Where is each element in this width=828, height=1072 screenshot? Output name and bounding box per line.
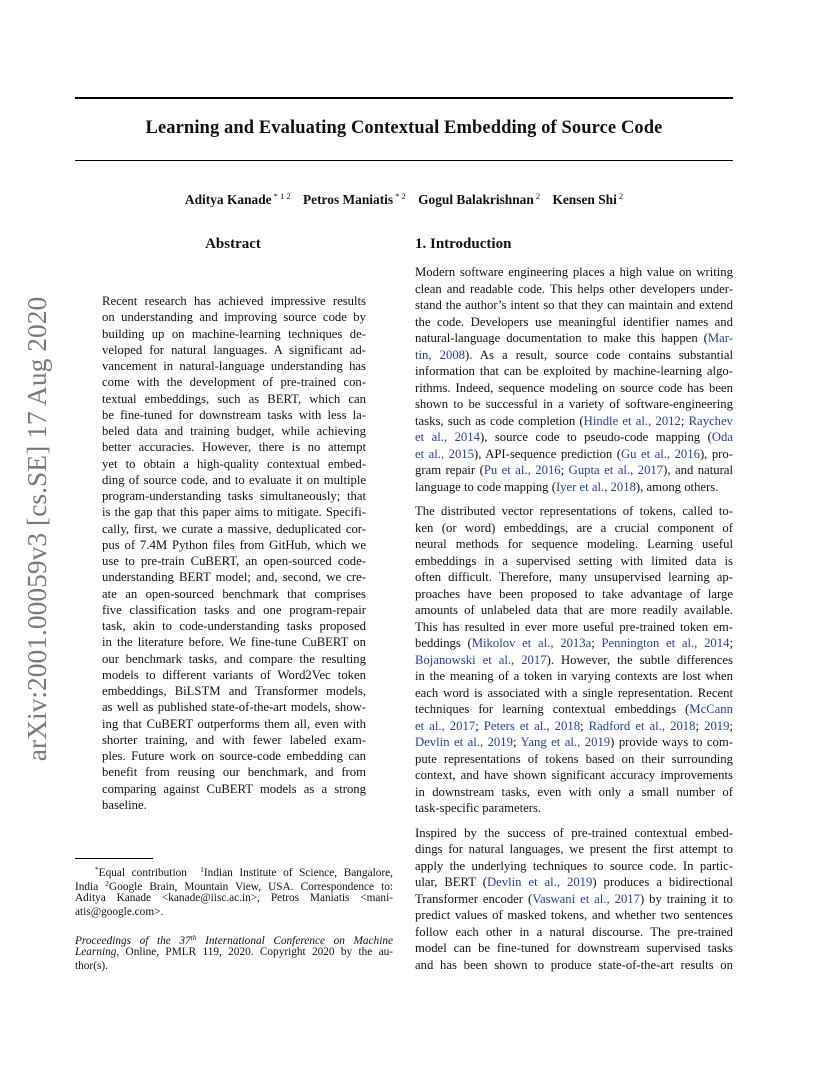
abstract-line: ding of source code, and to evaluate it on multiple bbox=[102, 472, 366, 487]
text-line: This has resulted in ever more useful pre-trained token em- bbox=[415, 619, 733, 634]
text-line: et al., 2015), API-sequence prediction (Gu et al., 2016), pro- bbox=[415, 446, 733, 461]
text-line: amounts of unlabeled data that are more readily available. bbox=[415, 603, 733, 617]
abstract-line: vancement in natural-language understanding has bbox=[102, 359, 366, 373]
citation-link[interactable]: Gu et al., 2016 bbox=[620, 446, 700, 461]
proceedings-line: Learning, Online, PMLR 119, 2020. Copyright 2020 by the au- bbox=[75, 946, 393, 958]
text-line: tasks, such as code completion (Hindle et al., 2012; Raychev bbox=[415, 413, 733, 428]
introduction-body bbox=[415, 264, 733, 973]
text-line: model can be fine-tuned for downstream supervised tasks bbox=[415, 941, 733, 955]
text-line: ken (or word) embeddings, are a crucial component of bbox=[415, 520, 733, 535]
citation-link[interactable]: et al., 2015 bbox=[415, 446, 474, 461]
title-top-rule bbox=[75, 97, 733, 99]
proceedings-line: Proceedings of the 37th International Conference on Machine bbox=[75, 933, 393, 947]
author-affiliation: * 2 bbox=[395, 191, 406, 201]
abstract-line: in the literature before. We fine-tune CuBERT on bbox=[102, 635, 366, 650]
text-line: information that can be exploited by machine-learning algo- bbox=[415, 364, 733, 378]
citation-link[interactable]: Hindle et al., 2012 bbox=[583, 413, 681, 428]
abstract-line: better accuracies. However, there is no attempt bbox=[102, 440, 366, 455]
citation-link[interactable]: Oda bbox=[711, 430, 733, 444]
text-line: shown to be successful in a variety of software-engineering bbox=[415, 397, 733, 411]
author-affiliation: 2 bbox=[535, 191, 541, 201]
author-affiliation: * 1 2 bbox=[273, 191, 291, 201]
text-line: Devlin et al., 2019; Yang et al., 2019) provide ways to com- bbox=[415, 735, 733, 749]
text-line: stand the author’s intent so that they can maintain and extend bbox=[415, 298, 733, 312]
citation-link[interactable]: Pu et al., 2016 bbox=[483, 463, 561, 477]
text-line: techniques for learning contextual embeddings (McCann bbox=[415, 702, 733, 716]
citation-link[interactable]: Devlin et al., 2019 bbox=[415, 735, 513, 749]
text-line: predict values of masked tokens, and whether two sentences bbox=[415, 908, 733, 922]
text-line: apply the underlying techniques to source code. In partic- bbox=[415, 858, 733, 873]
citation-link[interactable]: Devlin et al., 2019 bbox=[486, 875, 593, 889]
author-affiliation: 2 bbox=[618, 191, 624, 201]
abstract-line: on understanding and improving source code by bbox=[102, 310, 366, 325]
abstract-line: five classification tasks and one program-repair bbox=[102, 602, 366, 617]
text-line: ular, BERT (Devlin et al., 2019) produces a bidirectional bbox=[415, 875, 733, 889]
text-line: proaches have been proposed to take advantage of large bbox=[415, 586, 733, 601]
text-line: et al., 2017; Peters et al., 2018; Radford et al., 2018; 2019; bbox=[415, 718, 734, 733]
author-name: Aditya Kanade bbox=[184, 192, 272, 207]
abstract-line: Recent research has achieved impressive results bbox=[102, 294, 366, 308]
arxiv-identifier: arXiv:2001.00059v3 [cs.SE] 17 Aug 2020 bbox=[21, 296, 52, 762]
footnotes bbox=[75, 863, 393, 973]
text-line: The distributed vector representations of tokens, called to- bbox=[415, 504, 733, 518]
abstract-line: baseline. bbox=[102, 797, 147, 812]
citation-link[interactable]: Mar- bbox=[707, 331, 733, 345]
abstract-heading: Abstract bbox=[205, 236, 261, 252]
abstract-line: models to different variants of Word2Vec token bbox=[102, 667, 366, 682]
text-line: language to code mapping (Iyer et al., 2018), among others. bbox=[415, 479, 719, 494]
abstract-line: as well as published state-of-the-art models, show- bbox=[102, 700, 366, 715]
abstract-line: veloped for natural languages. A significant ad- bbox=[102, 342, 366, 357]
abstract-line: beled data and training budget, while achieving bbox=[102, 424, 366, 438]
citation-link[interactable]: Radford et al., 2018 bbox=[588, 718, 696, 733]
title-bottom-rule bbox=[75, 160, 733, 161]
citation-link[interactable]: Mikolov et al., 2013a bbox=[471, 636, 592, 650]
citation-link[interactable]: Yang et al., 2019 bbox=[520, 735, 611, 749]
text-line: Bojanowski et al., 2017). However, the subtle differences bbox=[415, 652, 733, 667]
abstract-line: embeddings, BiLSTM and Transformer models, bbox=[102, 684, 366, 698]
footnote-line: *Equal contribution $^1$Indian Institute of Science, Bangalore, bbox=[94, 865, 393, 879]
citation-link[interactable]: et al., 2014 bbox=[415, 430, 480, 444]
author-name: Kensen Shi bbox=[552, 192, 617, 207]
abstract-body bbox=[102, 293, 366, 813]
abstract-line: yet to obtain a high-quality contextual embed- bbox=[102, 456, 366, 471]
footnote-rule bbox=[75, 858, 153, 859]
text-line: context, and have shown significant accuracy improvements bbox=[415, 768, 733, 782]
text-line: tin, 2008). As a result, source code contains substantial bbox=[415, 347, 733, 362]
abstract-line: comparing against CuBERT models as a strong bbox=[102, 781, 366, 796]
text-line: beddings (Mikolov et al., 2013a; Pennington et al., 2014; bbox=[415, 636, 733, 650]
citation-link[interactable]: Peters et al., 2018 bbox=[483, 718, 581, 733]
text-line: rithms. Indeed, sequence modeling on source code has been bbox=[415, 380, 733, 395]
text-line: neural methods for sequence modeling. Learning useful bbox=[415, 537, 733, 551]
abstract-line: cally, first, we curate a massive, deduplicated cor- bbox=[102, 521, 366, 536]
text-line: natural-language documentation to make this happen (Mar- bbox=[415, 331, 733, 345]
text-line: et al., 2014), source code to pseudo-code mapping (Oda bbox=[415, 430, 733, 444]
citation-link[interactable]: McCann bbox=[689, 702, 733, 716]
footnote-line: atis@google.com>. bbox=[75, 906, 164, 918]
citation-link[interactable]: Pennington et al., 2014 bbox=[601, 636, 730, 650]
citation-link[interactable]: Bojanowski et al., 2017 bbox=[415, 652, 547, 667]
text-line: and has been shown to produce state-of-the-art results on bbox=[415, 957, 733, 972]
text-line: task-specific parameters. bbox=[415, 801, 542, 815]
citation-link[interactable]: Iyer et al., 2018 bbox=[555, 479, 636, 494]
author-name: Petros Maniatis bbox=[302, 192, 394, 207]
citation-link[interactable]: Vaswani et al., 2017 bbox=[532, 891, 640, 906]
abstract-line: pus of 7.4M Python files from GitHub, which we bbox=[102, 537, 366, 552]
abstract-line: understanding BERT model; and, second, we cre- bbox=[102, 570, 366, 585]
proceedings-line: thor(s). bbox=[75, 960, 108, 972]
citation-link[interactable]: 2019 bbox=[704, 718, 730, 733]
abstract-line: come with the development of pre-trained con- bbox=[102, 375, 366, 390]
text-line: each word is associated with a single representation. Recent bbox=[415, 685, 733, 700]
abstract-line: textual embeddings, such as BERT, which can bbox=[102, 391, 366, 406]
citation-link[interactable]: et al., 2017 bbox=[415, 718, 476, 733]
text-line: embeddings in a supervised setting with limited data is bbox=[415, 553, 733, 568]
abstract-line: our benchmark tasks, and compare the resulting bbox=[102, 651, 366, 666]
text-line: dings for natural languages, we present the first attempt to bbox=[415, 842, 733, 856]
citation-link[interactable]: Raychev bbox=[688, 413, 733, 428]
abstract-line: task, akin to code-understanding tasks proposed bbox=[102, 619, 366, 633]
text-line: Modern software engineering places a high value on writing bbox=[415, 265, 733, 279]
abstract-line: building up on machine-learning techniques de- bbox=[102, 326, 366, 341]
citation-link[interactable]: Gupta et al., 2017 bbox=[568, 463, 664, 477]
text-line: often difficult. Therefore, many unsupervised learning ap- bbox=[415, 570, 733, 584]
paper-title: Learning and Evaluating Contextual Embedding of Source Code bbox=[145, 118, 663, 138]
abstract-line: is the gap that this paper aims to mitigate. Specifi- bbox=[102, 505, 366, 520]
section-heading: 1. Introduction bbox=[415, 236, 512, 252]
abstract-line: ate an open-sourced benchmark that comprises bbox=[102, 586, 366, 601]
footnote-line: India $^2$Google Brain, Mountain View, USA. Correspondence to: bbox=[75, 879, 394, 893]
footnote-line: Aditya Kanade <kanade@iisc.ac.in>, Petros Maniatis <mani- bbox=[75, 892, 393, 904]
text-line: the code. Developers use meaningful identifier names and bbox=[415, 314, 733, 329]
text-line: in the meaning of a token in varying contexts are lost when bbox=[415, 669, 733, 683]
abstract-line: benefit from reusing our benchmark, and from bbox=[102, 765, 366, 780]
abstract-line: program-understanding tasks simultaneously; that bbox=[102, 489, 366, 503]
author-list bbox=[75, 191, 733, 208]
text-line: follow each other in a natural discourse. The pre-trained bbox=[415, 924, 733, 939]
text-line: Inspired by the success of pre-trained contextual embed- bbox=[415, 825, 733, 840]
citation-link[interactable]: tin, 2008 bbox=[415, 347, 466, 362]
text-line: gram repair (Pu et al., 2016; Gupta et al., 2017), and natural bbox=[415, 463, 733, 477]
text-line: in downstream tasks, even with only a small number of bbox=[415, 784, 733, 799]
text-line: clean and readable code. This helps other developers under- bbox=[415, 281, 733, 296]
abstract-line: shorter training, and with fewer labeled exam- bbox=[102, 732, 366, 747]
text-line: pute representations of tokens based on their surrounding bbox=[415, 751, 733, 766]
text-line: Transformer encoder (Vaswani et al., 2017) by training it to bbox=[415, 891, 733, 906]
abstract-line: ing that CuBERT outperforms them all, even with bbox=[102, 716, 366, 731]
abstract-line: use to pre-train CuBERT, an open-sourced code- bbox=[102, 554, 366, 568]
abstract-line: ples. Future work on source-code embedding can bbox=[102, 749, 366, 763]
author-name: Gogul Balakrishnan bbox=[418, 192, 534, 207]
abstract-line: be fine-tuned for downstream tasks with less la- bbox=[102, 407, 366, 422]
